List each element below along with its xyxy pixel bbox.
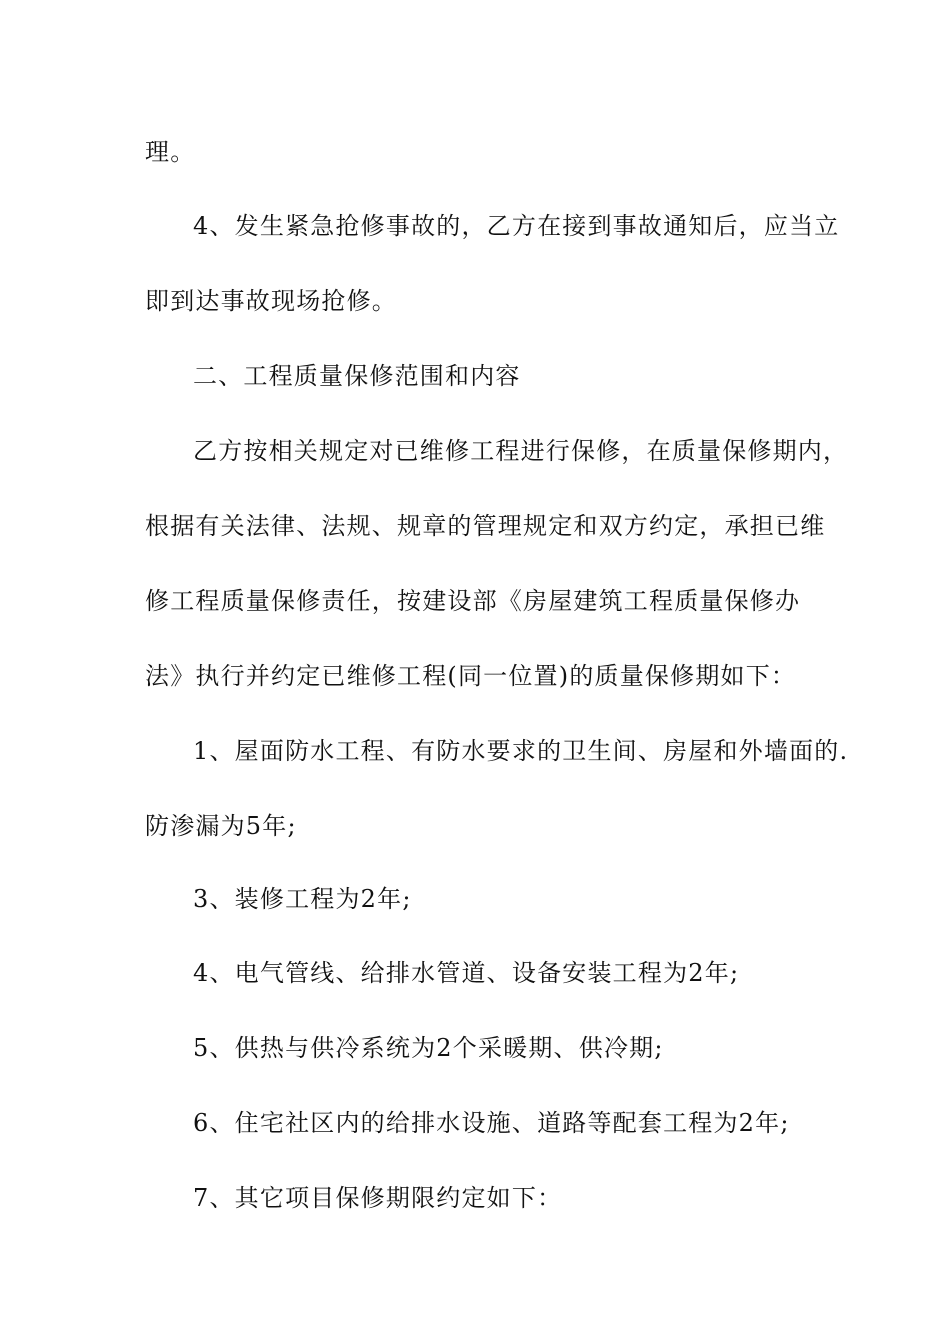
text-line-12: 4、电气管线、给排水管道、设备安装工程为2年; — [193, 959, 740, 987]
text-line-9: 1、屋面防水工程、有防水要求的卫生间、房屋和外墙面的. — [193, 737, 849, 765]
text-line-14: 6、住宅社区内的给排水设施、道路等配套工程为2年; — [193, 1109, 790, 1137]
text-line-1: 理。 — [145, 138, 196, 166]
section-heading: 二、工程质量保修范围和内容 — [193, 362, 521, 390]
text-line-13: 5、供热与供冷系统为2个采暖期、供冷期; — [193, 1034, 664, 1062]
text-line-11: 3、装修工程为2年; — [193, 885, 412, 913]
text-line-2: 4、发生紧急抢修事故的，乙方在接到事故通知后，应当立 — [193, 212, 840, 240]
text-line-10: 防渗漏为5年; — [145, 812, 297, 840]
text-line-6: 根据有关法律、法规、规章的管理规定和双方约定，承担已维 — [145, 512, 826, 540]
text-line-7: 修工程质量保修责任，按建设部《房屋建筑工程质量保修办 — [145, 587, 801, 615]
text-line-15: 7、其它项目保修期限约定如下： — [193, 1184, 563, 1212]
text-line-3: 即到达事故现场抢修。 — [145, 287, 397, 315]
text-line-8: 法》执行并约定已维修工程(同一位置)的质量保修期如下： — [145, 662, 797, 690]
text-line-5: 乙方按相关规定对已维修工程进行保修，在质量保修期内， — [193, 437, 849, 465]
